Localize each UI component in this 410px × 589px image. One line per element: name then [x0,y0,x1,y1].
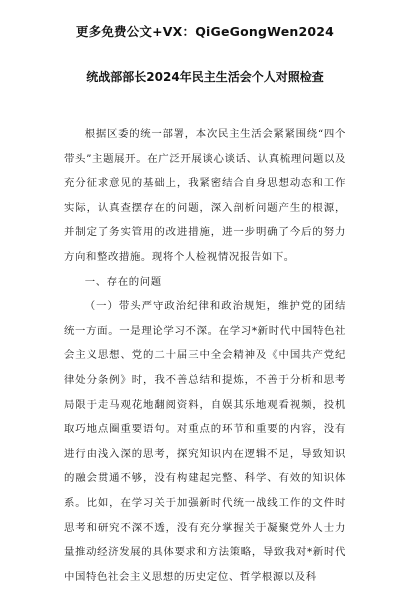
document-title: 统战部部长2024年民主生活会个人对照检查 [86,70,324,84]
watermark-header: 更多免费公文+VX：QiGeGongWen2024 [75,24,335,39]
document-body [64,122,346,589]
section-heading: 一、存在的问题 [84,275,162,288]
section-paragraph: （一）带头严守政治纪律和政治规矩，维护党的团结统一方面。一是理论学习不深。在学习*新时代中国特色社会主义思想、党的二十届三中全会精神及《中国共产党纪律处分条例》时，我不善总结和提炼，不善于分析和思考局限于走马观花地翻阅资料，自娱其乐地观看视频，投机取巧地点圈重要语句。对重点的环节和重要的内容，没有进行由浅入深的思考，探究知识内在逻辑不足，导致知识的融会贯通不够，没有构建起完整、科学、有效的知识体系。比如，在学习关于加强新时代统一战线工作的文件时思考和研究不深不透，没有充分掌握关于凝聚党外人士力量推动经济发展的具体要求和方法策略，导致我对*新时代中国特色社会主义思想的历史定位、哲学根源以及科 [64,300,346,583]
intro-paragraph: 根据区委的统一部署，本次民主生活会紧紧围绕“四个带头”主题展开。在广泛开展谈心谈话、认真梳理问题以及充分征求意见的基础上，我紧密结合自身思想动态和工作实际，认真查摆存在的问题，深入剖析问题产生的根源，并制定了务实管用的改进措施，进一步明确了今后的努力方向和整改措施。现将个人检视情况报告如下。 [64,128,346,263]
